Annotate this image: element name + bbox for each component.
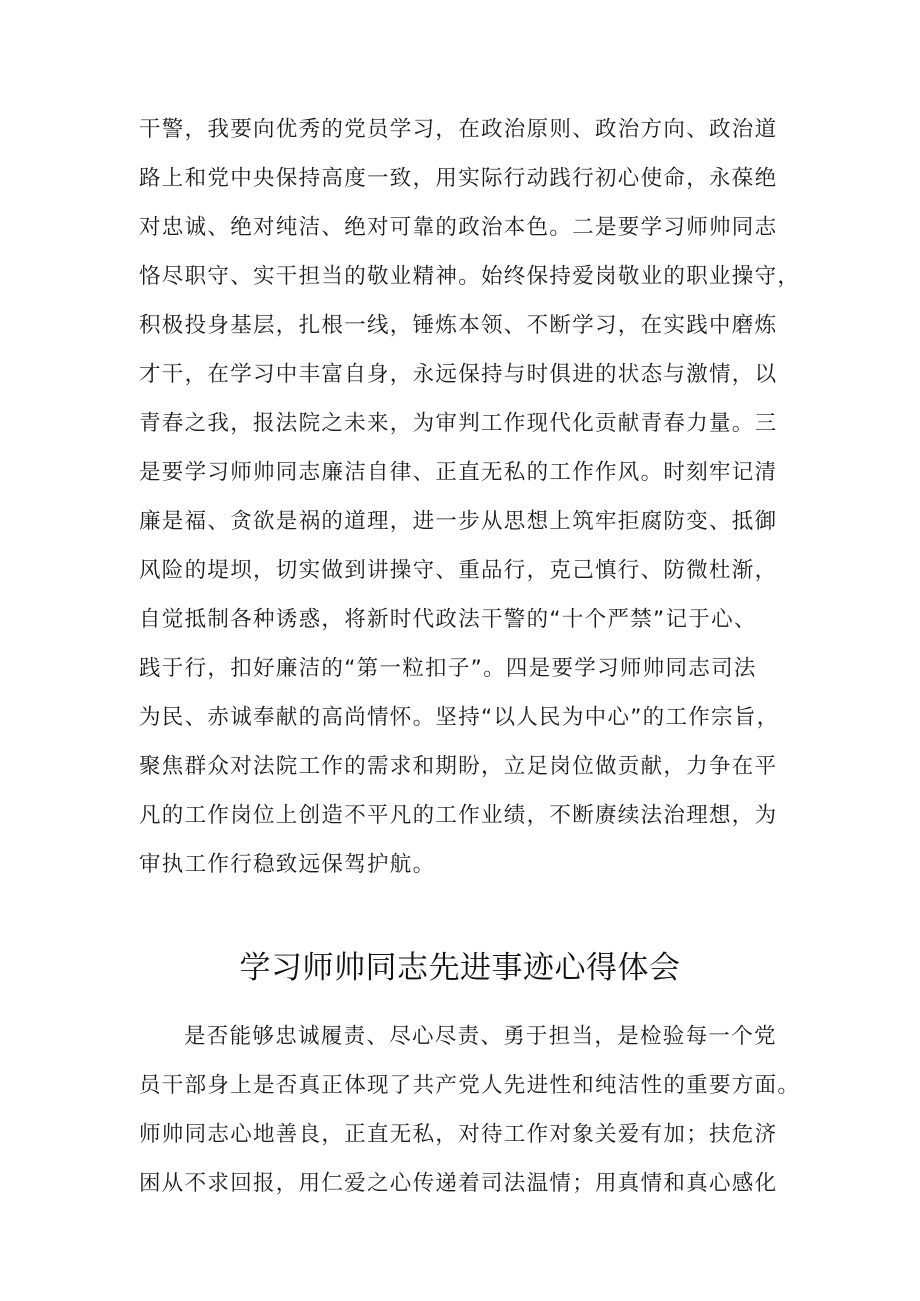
paragraph-line: 风险的堤坝，切实做到讲操守、重品行，克己慎行、防微杜渐，: [139, 558, 778, 583]
paragraph-line: 是要学习师帅同志廉洁自律、正直无私的工作作风。时刻牢记清: [139, 460, 778, 485]
section-title: 学习师帅同志先进事迹心得体会: [239, 950, 681, 986]
paragraph-line: 是否能够忠诚履责、尽心尽责、勇于担当，是检验每一个党: [184, 1024, 777, 1049]
paragraph-line: 为民、赤诚奉献的高尚情怀。坚持“以人民为中心”的工作宗旨，: [139, 705, 780, 730]
paragraph-line: 恪尽职守、实干担当的敬业精神。始终保持爱岗敬业的职业操守，: [139, 264, 801, 289]
paragraph-line: 积极投身基层，扎根一线，锤炼本领、不断学习，在实践中磨炼: [139, 313, 778, 338]
paragraph-line: 凡的工作岗位上创造不平凡的工作业绩，不断赓续法治理想，为: [139, 803, 778, 828]
paragraph-line: 干警，我要向优秀的党员学习，在政治原则、政治方向、政治道: [139, 117, 778, 142]
paragraph-line: 青春之我，报法院之未来，为审判工作现代化贡献青春力量。三: [139, 411, 778, 436]
paragraph-line: 才干，在学习中丰富自身，永远保持与时俱进的状态与激情，以: [139, 362, 778, 387]
paragraph-line: 困从不求回报，用仁爱之心传递着司法温情；用真情和真心感化: [139, 1171, 778, 1196]
paragraph-line: 对忠诚、绝对纯洁、绝对可靠的政治本色。二是要学习师帅同志: [139, 215, 778, 240]
paragraph-line: 自觉抵制各种诱惑，将新时代政法干警的“十个严禁”记于心、: [139, 607, 757, 632]
paragraph-line: 员干部身上是否真正体现了共产党人先进性和纯洁性的重要方面。: [139, 1073, 801, 1098]
paragraph-line: 师帅同志心地善良，正直无私，对待工作对象关爱有加；扶危济: [139, 1122, 778, 1147]
paragraph-line: 聚焦群众对法院工作的需求和期盼，立足岗位做贡献，力争在平: [139, 754, 778, 779]
paragraph-line: 廉是福、贪欲是祸的道理，进一步从思想上筑牢拒腐防变、抵御: [139, 509, 778, 534]
paragraph-line: 审执工作行稳致远保驾护航。: [139, 852, 436, 877]
paragraph-line: 路上和党中央保持高度一致，用实际行动践行初心使命，永葆绝: [139, 166, 778, 191]
paragraph-line: 践于行，扣好廉洁的“第一粒扣子”。四是要学习师帅同志司法: [139, 656, 757, 681]
